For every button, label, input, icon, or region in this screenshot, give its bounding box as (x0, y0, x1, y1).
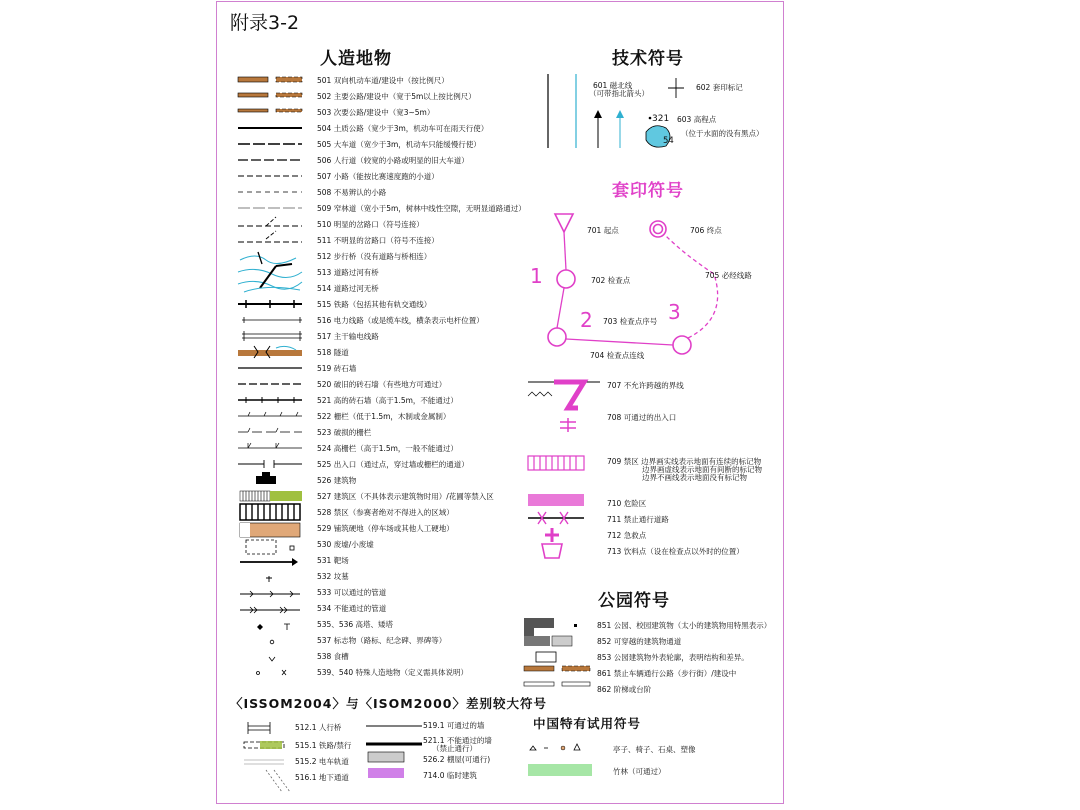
label-603-note: （位于水面的没有黑点） (681, 129, 764, 138)
label-516-1: 516.1 地下通道 (295, 773, 349, 782)
item-517: 517 主干输电线路 (317, 332, 379, 341)
label-601-note: （可带指北箭头） (589, 89, 649, 98)
label-526-2: 526.2 棚屋(可通行) (423, 755, 491, 764)
item-507: 507 小路（能按比赛速度跑的小道） (317, 172, 439, 181)
item-514: 514 道路过河无桥 (317, 284, 379, 293)
label-702: 702 检查点 (591, 276, 631, 285)
item-533: 533 可以通过的管道 (317, 588, 387, 597)
label-601: 601 磁北线 (593, 81, 633, 90)
section-china: 中国特有试用符号 (533, 716, 642, 731)
spot-height-value: 321 (652, 114, 670, 124)
label-851: 851 公园、校园建筑物（太小的建筑物用特黑表示） (597, 621, 772, 630)
item-509: 509 窄林道（宽小于5m，树林中线性空隙，无明显道路通过） (317, 204, 526, 213)
overprint-symbols (524, 378, 604, 558)
section-technical: 技术符号 (612, 49, 684, 69)
label-708: 708 可通过的出入口 (607, 413, 677, 422)
china-symbols (526, 740, 606, 780)
item-521: 521 高的砖石墙（高于1.5m，不能通过） (317, 396, 458, 405)
label-710: 710 危险区 (607, 499, 647, 508)
item-524: 524 高栅栏（高于1.5m，一般不能通过） (317, 444, 458, 453)
label-711: 711 禁止通行道路 (607, 515, 669, 524)
item-519: 519 砖石墙 (317, 364, 357, 373)
item-529: 529 铺筑硬地（停车场或其他人工硬地） (317, 524, 454, 533)
section-park: 公园符号 (598, 591, 670, 611)
label-521-1-note: （禁止通行） (432, 744, 477, 753)
item-537: 537 标志物（路标、纪念碑、界碑等） (317, 636, 447, 645)
label-853: 853 公园建筑物外表轮廓，表明结构和差异。 (597, 653, 749, 662)
label-515-1: 515.1 铁路/禁行 (295, 741, 352, 750)
label-862: 862 阶梯或台阶 (597, 685, 652, 694)
label-709: 709 禁区 边界画实线表示地面有连续的标记物 (607, 457, 762, 466)
item-503: 503 次要公路/建设中（宽3~5m） (317, 108, 435, 117)
item-516: 516 电力线路（或是缆车线，横条表示电杆位置） (317, 316, 484, 325)
overprint-course-diagram (540, 208, 780, 358)
item-506: 506 人行道（较宽的小路或明显的旧大车道） (317, 156, 469, 165)
item-535-536: 535、536 高塔、矮塔 (317, 620, 394, 629)
item-512: 512 步行桥（没有道路与桥相连） (317, 252, 432, 261)
item-504: 504 土质公路（宽少于3m，机动车可在雨天行使） (317, 124, 489, 133)
item-511: 511 不明显的岔路口（符号不连接） (317, 236, 439, 245)
label-705: 705 必经线路 (705, 271, 752, 280)
control-number-1: 1 (530, 264, 543, 288)
label-713: 713 饮料点（设在检查点以外时的位置） (607, 547, 744, 556)
label-603: 603 高程点 (677, 115, 717, 124)
section-diff: 〈ISSOM2004〉与〈ISOM2000〉差别较大符号 (230, 696, 547, 711)
label-701: 701 起点 (587, 226, 619, 235)
section-overprint: 套印符号 (612, 181, 684, 201)
item-539-540: 539、540 特殊人造地物（定义需具体说明） (317, 668, 469, 677)
item-513: 513 道路过河有桥 (317, 268, 379, 277)
item-532: 532 坟墓 (317, 572, 349, 581)
label-709-line3: 边界不画线表示地面没有标记物 (642, 473, 747, 482)
item-525: 525 出入口（通过点，穿过墙或栅栏的通道） (317, 460, 469, 469)
item-534: 534 不能通过的管道 (317, 604, 387, 613)
label-709-line2: 边界画虚线表示地面有间断的标记物 (642, 465, 762, 474)
park-symbols (522, 614, 602, 694)
label-712: 712 急救点 (607, 531, 647, 540)
item-522: 522 栅栏（低于1.5m，木制或金属制） (317, 412, 451, 421)
appendix-title: 附录3-2 (230, 12, 300, 34)
label-519-1: 519.1 可通过的墙 (423, 721, 485, 730)
control-number-2: 2 (580, 308, 593, 332)
item-520: 520 破旧的砖石墙（有些地方可通过） (317, 380, 447, 389)
item-531: 531 靶场 (317, 556, 349, 565)
label-704: 704 检查点连线 (590, 351, 645, 360)
label-714-0: 714.0 临时建筑 (423, 771, 477, 780)
label-512-1: 512.1 人行桥 (295, 723, 342, 732)
item-508: 508 不易辨认的小路 (317, 188, 387, 197)
label-602: 602 套印标记 (696, 83, 743, 92)
item-526: 526 建筑物 (317, 476, 357, 485)
item-510: 510 明显的岔路口（符号连接） (317, 220, 424, 229)
man-made-symbols (236, 74, 306, 684)
label-china-1: 亭子、椅子、石桌、塑像 (613, 745, 696, 754)
item-505: 505 大车道（宽少于3m，机动车只能缓慢行使） (317, 140, 481, 149)
water-height-value: 54 (663, 136, 674, 146)
label-521-1: 521.1 不能通过的墙 (423, 736, 492, 745)
item-501: 501 双向机动车道/建设中（按比例尺） (317, 76, 449, 85)
item-515: 515 铁路（包括其他有轨交通线） (317, 300, 432, 309)
label-706: 706 终点 (690, 226, 722, 235)
item-528: 528 禁区（参赛者绝对不得进入的区域） (317, 508, 454, 517)
item-530: 530 废墟/小废墟 (317, 540, 374, 549)
label-515-2: 515.2 电车轨道 (295, 757, 349, 766)
item-518: 518 隧道 (317, 348, 349, 357)
item-523: 523 破损的栅栏 (317, 428, 372, 437)
item-538: 538 食槽 (317, 652, 349, 661)
label-703: 703 检查点序号 (603, 317, 658, 326)
label-china-2: 竹林（可通过） (613, 767, 666, 776)
label-852: 852 可穿越的建筑物通道 (597, 637, 682, 646)
label-707: 707 不允许跨越的界线 (607, 381, 684, 390)
control-number-3: 3 (668, 300, 681, 324)
item-502: 502 主要公路/建设中（宽于5m以上按比例尺） (317, 92, 476, 101)
section-man-made: 人造地物 (320, 49, 392, 69)
label-861: 861 禁止车辆通行公路（步行街）/建设中 (597, 669, 737, 678)
item-527: 527 建筑区（不具体表示建筑物时用）/花圃等禁入区 (317, 492, 494, 501)
